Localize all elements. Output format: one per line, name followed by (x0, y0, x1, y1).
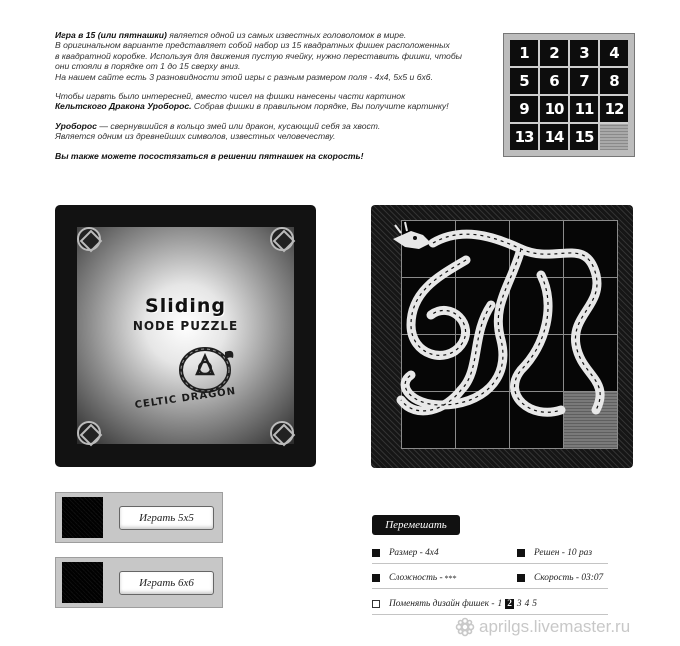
bullet-icon (517, 549, 525, 557)
bullet-icon (372, 549, 380, 557)
design-picker (372, 599, 537, 609)
celtic-knot-icon (77, 421, 101, 445)
celtic-knot-icon (270, 227, 294, 251)
mini-tile: 10 (540, 96, 568, 122)
puzzle-board (371, 205, 633, 468)
intro-line: На нашем сайте есть 3 разновидности этой игры с разным размером поля - 4х4, 5х5 и 6х6. (55, 71, 433, 82)
design-option-1[interactable]: 1 (497, 599, 503, 609)
intro-paragraph-4 (55, 151, 495, 161)
divider (372, 588, 608, 589)
puzzle-cover (55, 205, 316, 467)
cover-title: Sliding (145, 295, 226, 317)
mini-tile: 2 (540, 40, 568, 66)
design-option-5[interactable]: 5 (532, 599, 537, 609)
mini-tile: 5 (510, 68, 538, 94)
intro-line: в квадратной коробке. Используя для движения пустую ячейку, нужно переставить фишки, чтобы (55, 50, 462, 61)
mini-empty-cell (600, 124, 628, 150)
speed-stat (517, 573, 603, 583)
design-option-2[interactable]: 2 (507, 599, 512, 609)
watermark-text: aprilgs.livemaster.ru (479, 617, 631, 636)
play-5x5-button[interactable]: Играть 5х5 (119, 506, 214, 530)
board-tile[interactable] (510, 335, 563, 391)
board-tile[interactable] (456, 278, 509, 334)
mini-tile: 8 (600, 68, 628, 94)
play-5x5-thumbnail[interactable] (62, 497, 103, 538)
play-5x5-panel (55, 492, 223, 543)
intro-line: является одной из самых известных головоломок в мире. (166, 30, 407, 40)
design-options (495, 599, 537, 609)
size-label: Размер - 4х4 (389, 548, 439, 558)
cover-caption: CELTIC DRAGON (134, 385, 237, 412)
play-6x6-panel (55, 557, 223, 608)
mini-tile: 13 (510, 124, 538, 150)
flower-logo-icon (455, 617, 475, 637)
board-tile[interactable] (564, 335, 617, 391)
mini-tile: 11 (570, 96, 598, 122)
intro-speed-note: Вы также можете посостязаться в решении пятнашек на скорость! (55, 150, 364, 161)
design-label: Поменять дизайн фишек - (389, 599, 495, 609)
intro-paragraph-3 (55, 121, 495, 142)
mini-tile: 3 (570, 40, 598, 66)
intro-line: Собрав фишки в правильном порядке, Вы получите картинку! (191, 101, 449, 112)
board-tile[interactable] (402, 335, 455, 391)
classic-15-puzzle (503, 33, 635, 157)
celtic-knot-icon (77, 227, 101, 251)
intro-paragraph-1 (55, 30, 495, 82)
intro-line: В оригинальном варианте представляет собой набор из 15 квадратных фишек расположенных (55, 40, 450, 51)
board-tile[interactable] (456, 335, 509, 391)
design-checkbox[interactable] (372, 600, 380, 608)
speed-label: Скорость - 03:07 (534, 573, 604, 583)
design-option-4[interactable]: 4 (524, 599, 530, 609)
shuffle-button[interactable]: Перемешать (372, 515, 460, 535)
intro-ouroboros: Уроборос (55, 120, 97, 131)
size-stat (372, 548, 439, 558)
difficulty-stars: *** (444, 573, 457, 583)
solved-stat (517, 548, 592, 558)
play-6x6-button[interactable]: Играть 6х6 (119, 571, 214, 595)
mini-tile: 9 (510, 96, 538, 122)
mini-tile: 14 (540, 124, 568, 150)
mini-tile: 15 (570, 124, 598, 150)
intro-line: Является одним из древнейших символов, известных человечеству. (55, 131, 336, 142)
difficulty-label: Сложность - (389, 573, 443, 583)
divider (372, 563, 608, 564)
board-tile[interactable] (456, 392, 509, 448)
intro-line: они стояли в порядке от 1 до 15 сверху вниз. (55, 61, 241, 72)
mini-tile: 7 (570, 68, 598, 94)
solved-label: Решен - 10 раз (534, 548, 592, 558)
board-grid (401, 220, 618, 449)
cover-subtitle: NODE PUZZLE (132, 319, 239, 333)
mini-tile: 6 (540, 68, 568, 94)
board-tile[interactable] (456, 221, 509, 277)
board-empty-cell[interactable] (564, 392, 617, 448)
intro-dragon-name: Кельтского Дракона Уроборос. (55, 101, 192, 112)
divider (372, 614, 608, 615)
mini-tile: 4 (600, 40, 628, 66)
board-tile[interactable] (402, 392, 455, 448)
board-tile[interactable] (402, 278, 455, 334)
play-6x6-thumbnail[interactable] (62, 562, 103, 603)
board-tile[interactable] (510, 392, 563, 448)
intro-text (55, 30, 495, 170)
board-tile[interactable] (564, 221, 617, 277)
board-tile[interactable] (564, 278, 617, 334)
intro-line: Чтобы игрвть было интересней, вместо чисел на фишки нанесены части картинок (55, 91, 406, 102)
bullet-icon (517, 574, 525, 582)
watermark (455, 617, 630, 637)
cover-center (77, 227, 294, 444)
intro-line: — свернувшийся в кольцо змей или дракон, кусающий себя за хвост. (96, 120, 381, 131)
mini-tile: 12 (600, 96, 628, 122)
intro-paragraph-2 (55, 91, 495, 112)
bullet-icon (372, 574, 380, 582)
mini-tile: 1 (510, 40, 538, 66)
difficulty-stat (372, 573, 457, 583)
board-tile[interactable] (510, 278, 563, 334)
intro-game-name: Игра в 15 (или пятнашки) (55, 30, 167, 40)
classic-15-grid (510, 40, 628, 150)
board-tile[interactable] (510, 221, 563, 277)
design-option-3[interactable]: 3 (516, 599, 522, 609)
board-tile[interactable] (402, 221, 455, 277)
celtic-knot-icon (270, 421, 294, 445)
